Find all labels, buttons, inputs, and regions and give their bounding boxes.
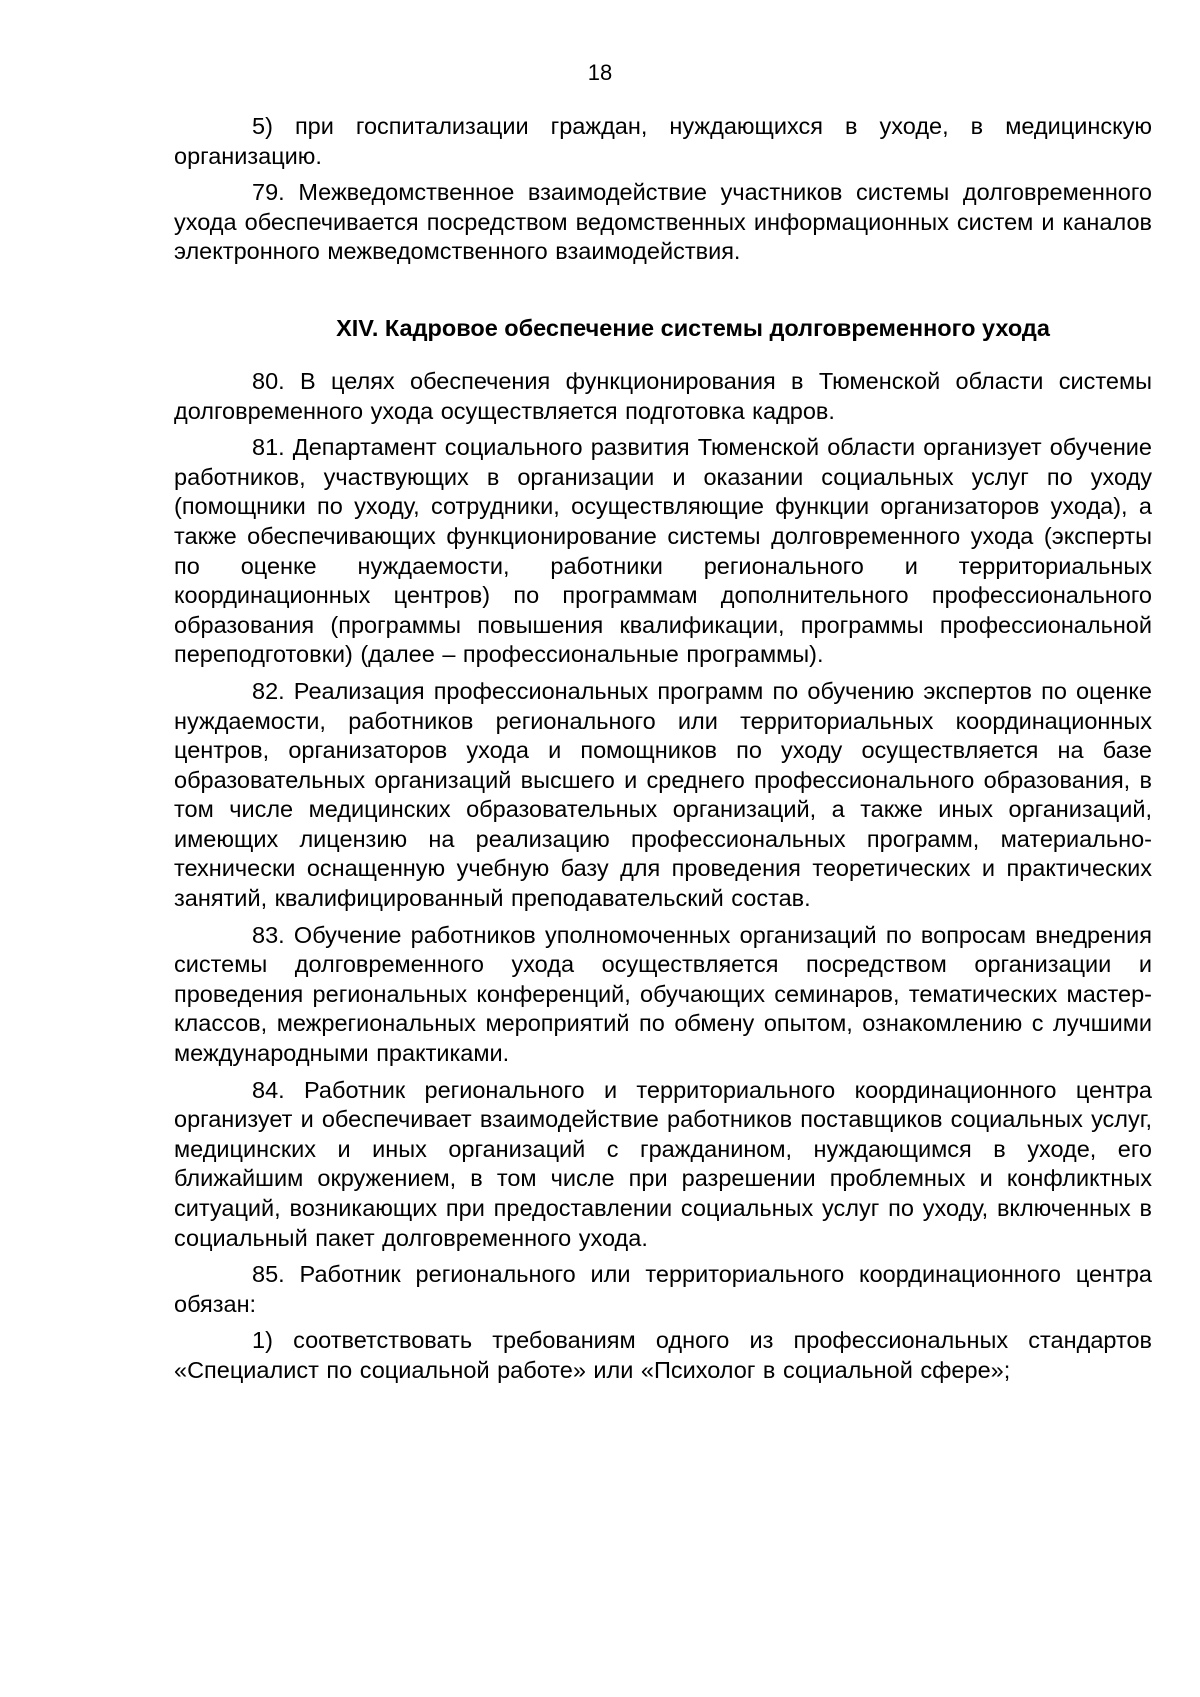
document-body <box>174 112 1152 1393</box>
paragraph-85-item-1: 1) соответствовать требованиям одного из профессиональных стандартов «Специалист по социальной работе» или «Психолог в социальной сфере»; <box>174 1327 1152 1383</box>
paragraph-85: 85. Работник регионального или территориального координационного центра обязан: <box>174 1261 1152 1317</box>
paragraph-item-5: 5) при госпитализации граждан, нуждающихся в уходе, в медицинскую организацию. <box>174 113 1152 169</box>
section-heading: XIV. Кадровое обеспечение системы долговременного ухода <box>336 314 1050 341</box>
paragraph-80: 80. В целях обеспечения функционирования в Тюменской области системы долговременного ухода осуществляется подготовка кадров. <box>174 367 1152 424</box>
paragraph-79: 79. Межведомственное взаимодействие участников системы долговременного ухода обеспечивается посредством ведомственных информационных систем и каналов электронного межведомственного взаимодействия. <box>174 179 1152 265</box>
paragraph-81: 81. Департамент социального развития Тюменской области организует обучение работников, участвующих в организации и оказании социальных услуг по уходу (помощники по уходу, сотрудники, осуществляющие функции организаторов ухода), а также обеспечивающих функционирование системы долговременного ухода (эксперты по оценке нуждаемости, работники регионального и территориальных координационных центров) по программам дополнительного профессионального образования (программы повышения квалификации, программы профессиональной переподготовки) (далее – профессиональные программы). <box>174 434 1152 668</box>
paragraph-83: 83. Обучение работников уполномоченных организаций по вопросам внедрения системы долговременного ухода осуществляется посредством организации и проведения региональных конференций, обучающих семинаров, тематических мастер-классов, межрегиональных мероприятий по обмену опытом, ознакомлению с лучшими международными практиками. <box>174 921 1152 1067</box>
page-number: 18 <box>587 60 613 85</box>
paragraph-82: 82. Реализация профессиональных программ по обучению экспертов по оценке нуждаемости, работников регионального или территориальных координационных центров, организаторов ухода и помощников по уходу осуществляется на базе образовательных организаций высшего и среднего профессионального образования, в том числе медицинских образовательных организаций, а также иных организаций, имеющих лицензию на реализацию профессиональных программ, материально-технически оснащенную учебную базу для проведения теоретических и практических занятий, квалифицированный преподавательский состав. <box>174 677 1152 912</box>
paragraph-84: 84. Работник регионального и территориального координационного центра организует и обеспечивает взаимодействие работников поставщиков социальных услуг, медицинских и иных организаций с гражданином, нуждающимся в уходе, его ближайшим окружением, в том числе при разрешении проблемных и конфликтных ситуаций, возникающих при предоставлении социальных услуг по уходу, включенных в социальный пакет долговременного ухода. <box>174 1076 1152 1251</box>
